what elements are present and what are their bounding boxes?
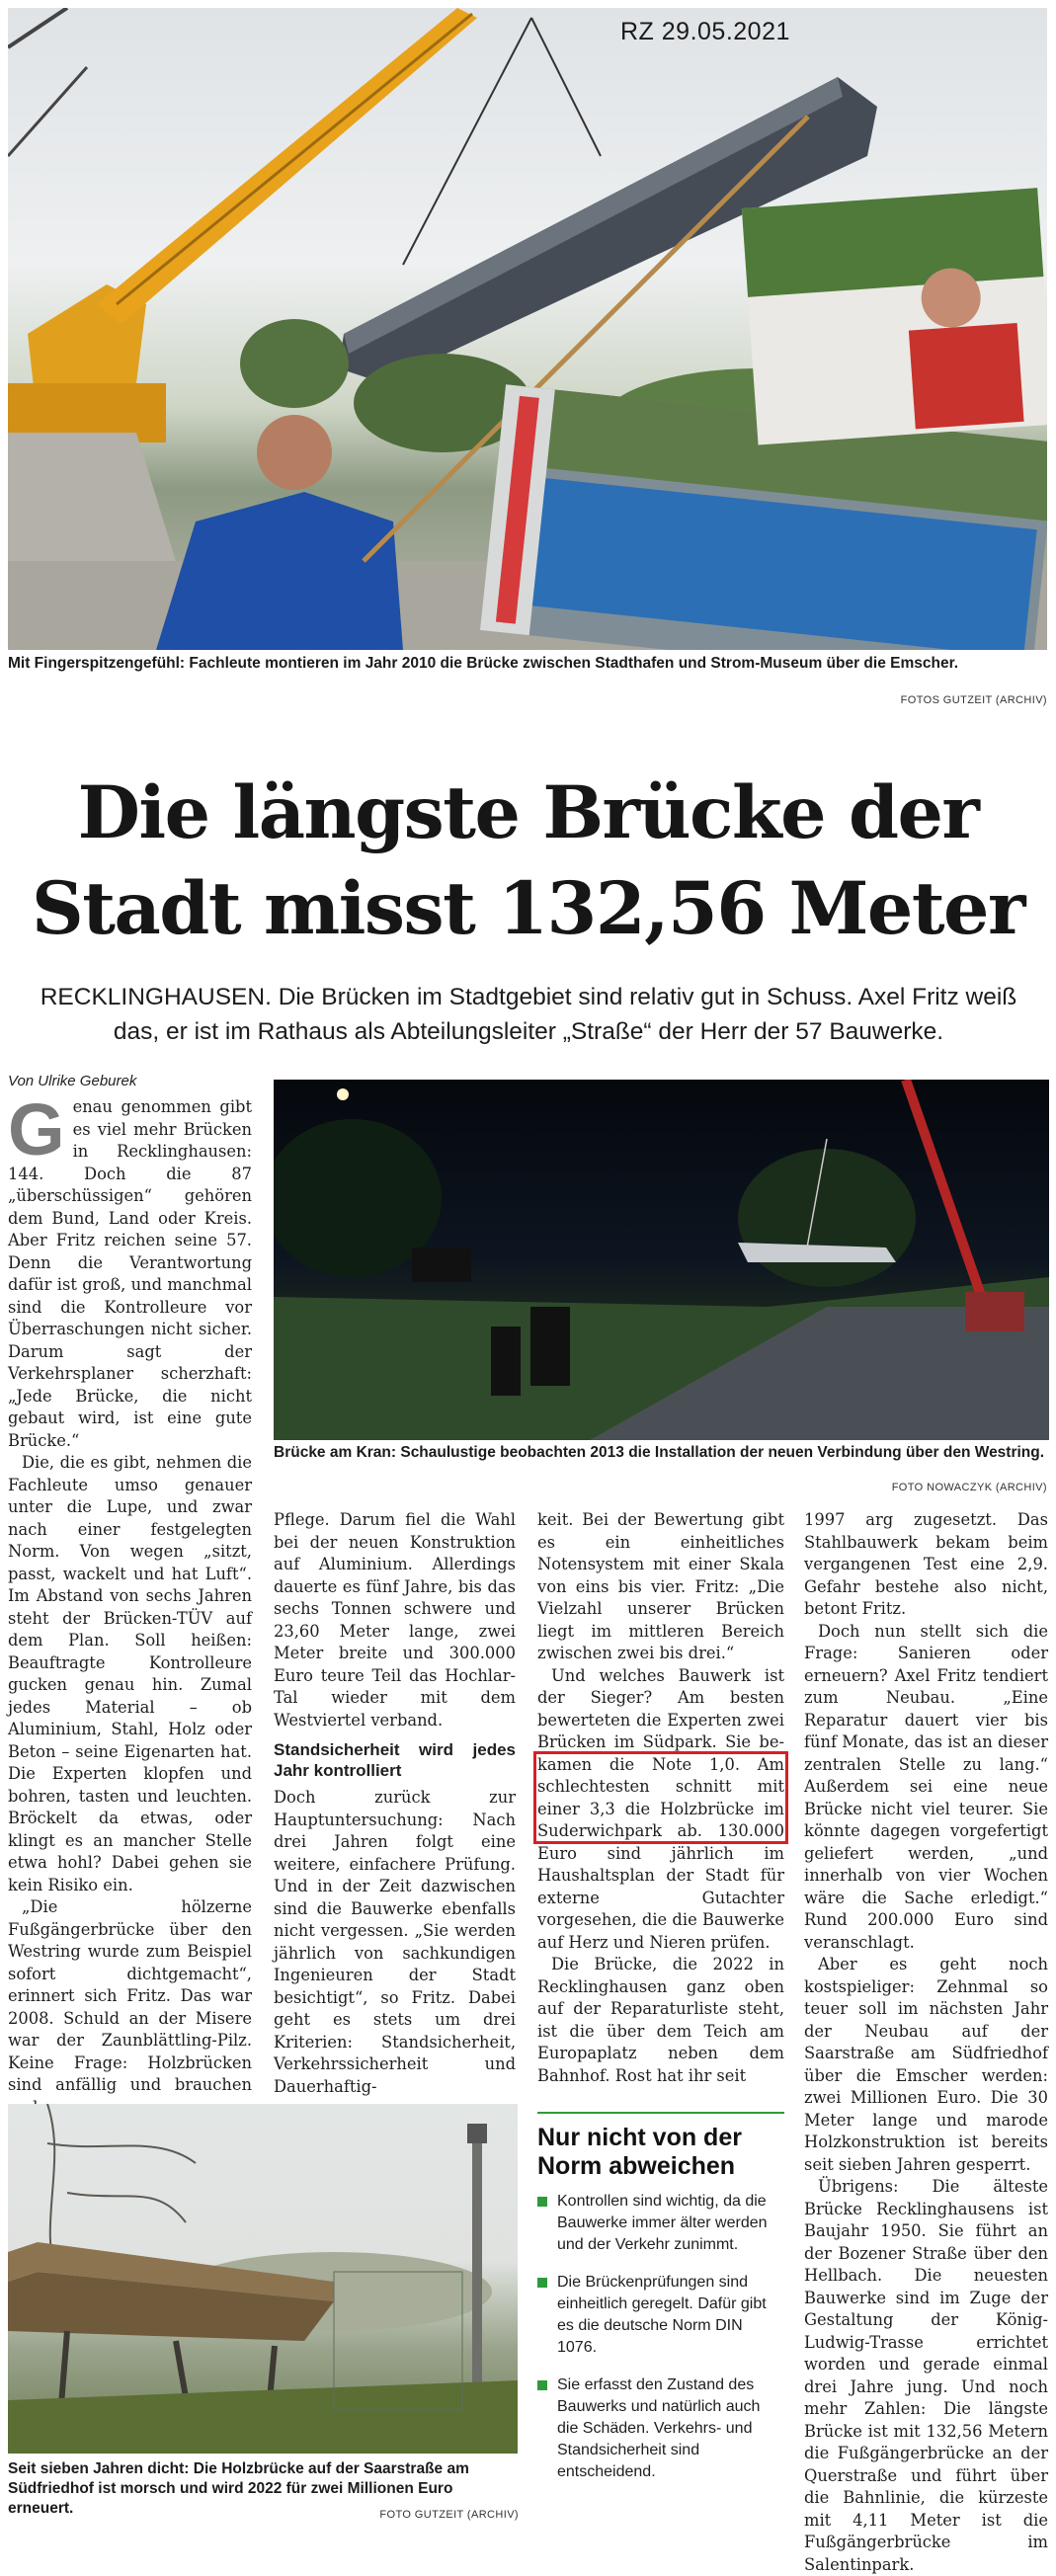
info-box-item: Die Brückenprüfungen sind einheitlich geregelt. Dafür gibt es die deutsche Norm DIN 1076. (537, 2272, 784, 2359)
night-photo-caption: Brücke am Kran: Schaulustige beobachten 2013 die Installation der neuen Verbindung über den Westring. (274, 1444, 1045, 1461)
date-stamp: RZ 29.05.2021 (620, 18, 790, 45)
bridge-photo-credit: FOTO GUTZEIT (ARCHIV) (379, 2509, 519, 2521)
article-column-1 (8, 1088, 252, 2119)
headline-line-2: Stadt misst 132,56 Meter (32, 866, 1024, 951)
article-column-4 (804, 1509, 1048, 2576)
article-paragraph: Doch zurück zur Hauptuntersuchung: Nach drei Jahren folgt eine weitere, einfachere Prüfung. Und in der Zeit dazwischen sind die Bauwerke ebenfalls nicht vergessen. „Sie werden jährlich von sachkundigen Ingenieuren der Stadt besichtigt“, so Fritz. Dabei geht es stets um drei Kriterien: Standsicherheit, Verkehrssicherheit und Dauerhaftig- (274, 1788, 516, 2096)
info-box-item: Kontrollen sind wichtig, da die Bauwerke immer älter werden und der Verkehr zunimmt. (537, 2191, 784, 2256)
top-photo-credit: FOTOS GUTZEIT (ARCHIV) (900, 694, 1047, 706)
article-paragraph: Übrigens: Die älteste Brücke Recklinghausens ist Baujahr 1950. Sie führt an der Bozener Straße über den Hellbach. Die neuesten Bauwerke sind im Zuge der Gestaltung der König-Ludwig-Trasse errichtet worden und gerade einmal drei Jahre jung. Und noch mehr Zahlen: Die längste Brücke ist mit 132,56 Metern die Fußgängerbrücke an der Querstraße und führt über die Bahnlinie, die kürzeste mit 4,11 Meter ist die Fußgängerbrücke im Salentinpark. (804, 2177, 1048, 2574)
wooden-bridge-photo (8, 2104, 518, 2454)
highlighted-passage: kamen die Note 1,0. Am schlechtesten schnitt mit einer 3,3 die Holzbrücke im Suderwichpark ab. 130.000 (537, 1754, 784, 1840)
info-box-title: Nur nicht von der Norm abweichen (537, 2124, 742, 2180)
info-box-item: Sie erfasst den Zustand des Bauwerks und natürlich auch die Schäden. Verkehrs- und Standsicherheit sind entscheidend. (537, 2375, 784, 2483)
article-paragraph: Und welches Bauwerk ist der Sieger? Am besten bewerteten die Experten zwei Brücken im Südpark. Sie be- kamen die Note 1,0. Am schlechtesten schnitt mit einer 3,3 die Holzbrücke im Suderwichpark ab. 130.000 Euro sind jährlich im Haushaltsplan der Stadt für externe Gutachter vorgesehen, die die Bauwerke auf Herz und Nieren prüfen. (537, 1665, 784, 1952)
bridge-photo-caption: Seit sieben Jahren dicht: Die Holzbrücke auf der Saarstraße am Südfriedhof ist morsch und wird 2022 für zwei Millionen Euro erneuert. (8, 2460, 469, 2517)
article-paragraph: Pflege. Darum fiel die Wahl bei der neuen Konstruktion auf Aluminium. Allerdings dauerte es fünf Jahre, bis das sechs Tonnen schwere und 23,60 Meter lange, zwei Meter breite und 300.000 Euro teure Teil das Hochlar-Tal wieder mit dem Westviertel verband. (274, 1510, 516, 1730)
article-paragraph: Doch nun stellt sich die Frage: Sanieren oder erneuern? Axel Fritz tendiert zum Neubau. „Eine Reparatur dauert vier bis fünf Monate, das ist an dieser zentralen Stelle zu lang.“ Außerdem sei eine neue Brücke nicht viel teurer. Sie könnte dagegen vorgefertigt geliefert werden, „und innerhalb von vier Wochen wäre die Sache erledigt.“ Rund 200.000 Euro sind veranschlagt. (804, 1621, 1048, 1952)
article-paragraph: „Die hölzerne Fußgängerbrücke über den Westring wurde zum Beispiel sofort dichtgemacht“, erinnert sich Fritz. Das war 2008. Schuld an der Misere war der Zaunblättling-Pilz. Keine Frage: Holzbrücken sind anfällig und brauchen (8, 1897, 252, 2094)
night-photo-credit: FOTO NOWACZYK (ARCHIV) (891, 1482, 1047, 1493)
headline (0, 765, 1056, 957)
article-paragraph: 1997 arg zugesetzt. Das Stahlbauwerk bekam beim vergangenen Test eine 2,9. Gefahr bestehe also nicht, betont Fritz. (804, 1510, 1048, 1618)
article-column-2 (274, 1509, 516, 2098)
article-paragraph: Aber es geht noch kostspieliger: Zehnmal so teuer soll im nächsten Jahr der Neubau auf der Saarstraße am Südfriedhof über die Emscher werden: zwei Millionen Euro. Die 30 Meter lange und marode Holzkonstruktion ist bereits seit sieben Jahren gesperrt. (804, 1955, 1048, 2174)
info-box-list (537, 2191, 784, 2483)
byline: Von Ulrike Geburek (8, 1073, 137, 1089)
headline-line-1: Die längste Brücke der (77, 770, 979, 855)
night-crane-photo (274, 1080, 1049, 1440)
drop-cap: G (8, 1088, 65, 1170)
top-photo (8, 8, 1047, 650)
article-column-3 (537, 1509, 784, 2087)
infobox-rule (537, 2112, 784, 2114)
article-paragraph: Genau genommen gibt es viel mehr Brücken in Recklinghausen: 144. Doch die 87 „überschüssigen“ gehören dem Bund, Land oder Kreis. Aber Fritz reichen seine 57. Denn die Verantwortung dafür ist groß, und manchmal sind die Kontrolleure vor Überraschungen nicht sicher. Darum sagt der Verkehrsplaner scherzhaft: „Jede Brücke, die nicht gebaut wird, ist eine gute Brücke.“ (8, 1088, 252, 1450)
subheading: Standsicherheit wird jedes Jahr kontrolliert (274, 1740, 516, 1780)
lead-paragraph: RECKLINGHAUSEN. Die Brücken im Stadtgebiet sind relativ gut in Schuss. Axel Fritz weiß das, er ist im Rathaus als Abteilungsleiter „Straße“ der Herr der 57 Bauwerke. (40, 984, 1017, 1045)
article-paragraph: keit. Bei der Bewertung gibt es ein einheitliches Notensystem mit einer Skala von eins bis vier. Fritz: „Die Vielzahl unserer Brücken liegt im mittleren Bereich zwischen zwei bis drei.“ (537, 1510, 784, 1662)
top-photo-caption: Mit Fingerspitzengefühl: Fachleute montieren im Jahr 2010 die Brücke zwischen Stadthafen und Strom-Museum über die Emscher. (8, 655, 959, 672)
article-paragraph: Die, die es gibt, nehmen die Fachleute umso genauer unter die Lupe, und zwar nach einer festgelegten Norm. Von wegen „sitzt, passt, wackelt und hat Luft“. Im Abstand von sechs Jahren steht der Brücken-TÜV auf dem Plan. Soll heißen: Beauftragte Kontrolleure gucken genau hin. Zumal jedes Material – ob Aluminium, Stahl, Holz oder Beton – seine Eigenarten hat. Die Experten klopfen und bohren, tasten und leuchten. Bröckelt da etwas, oder klingt es an mancher Stelle etwa hohl? Dabei gehen sie kein Risiko ein. (8, 1453, 252, 1894)
article-paragraph: Die Brücke, die 2022 in Recklinghausen ganz oben auf der Reparaturliste steht, ist die über dem Teich am Europaplatz neben dem Bahnhof. Rost hat ihr seit (537, 1955, 784, 2085)
info-box (537, 2124, 784, 2499)
